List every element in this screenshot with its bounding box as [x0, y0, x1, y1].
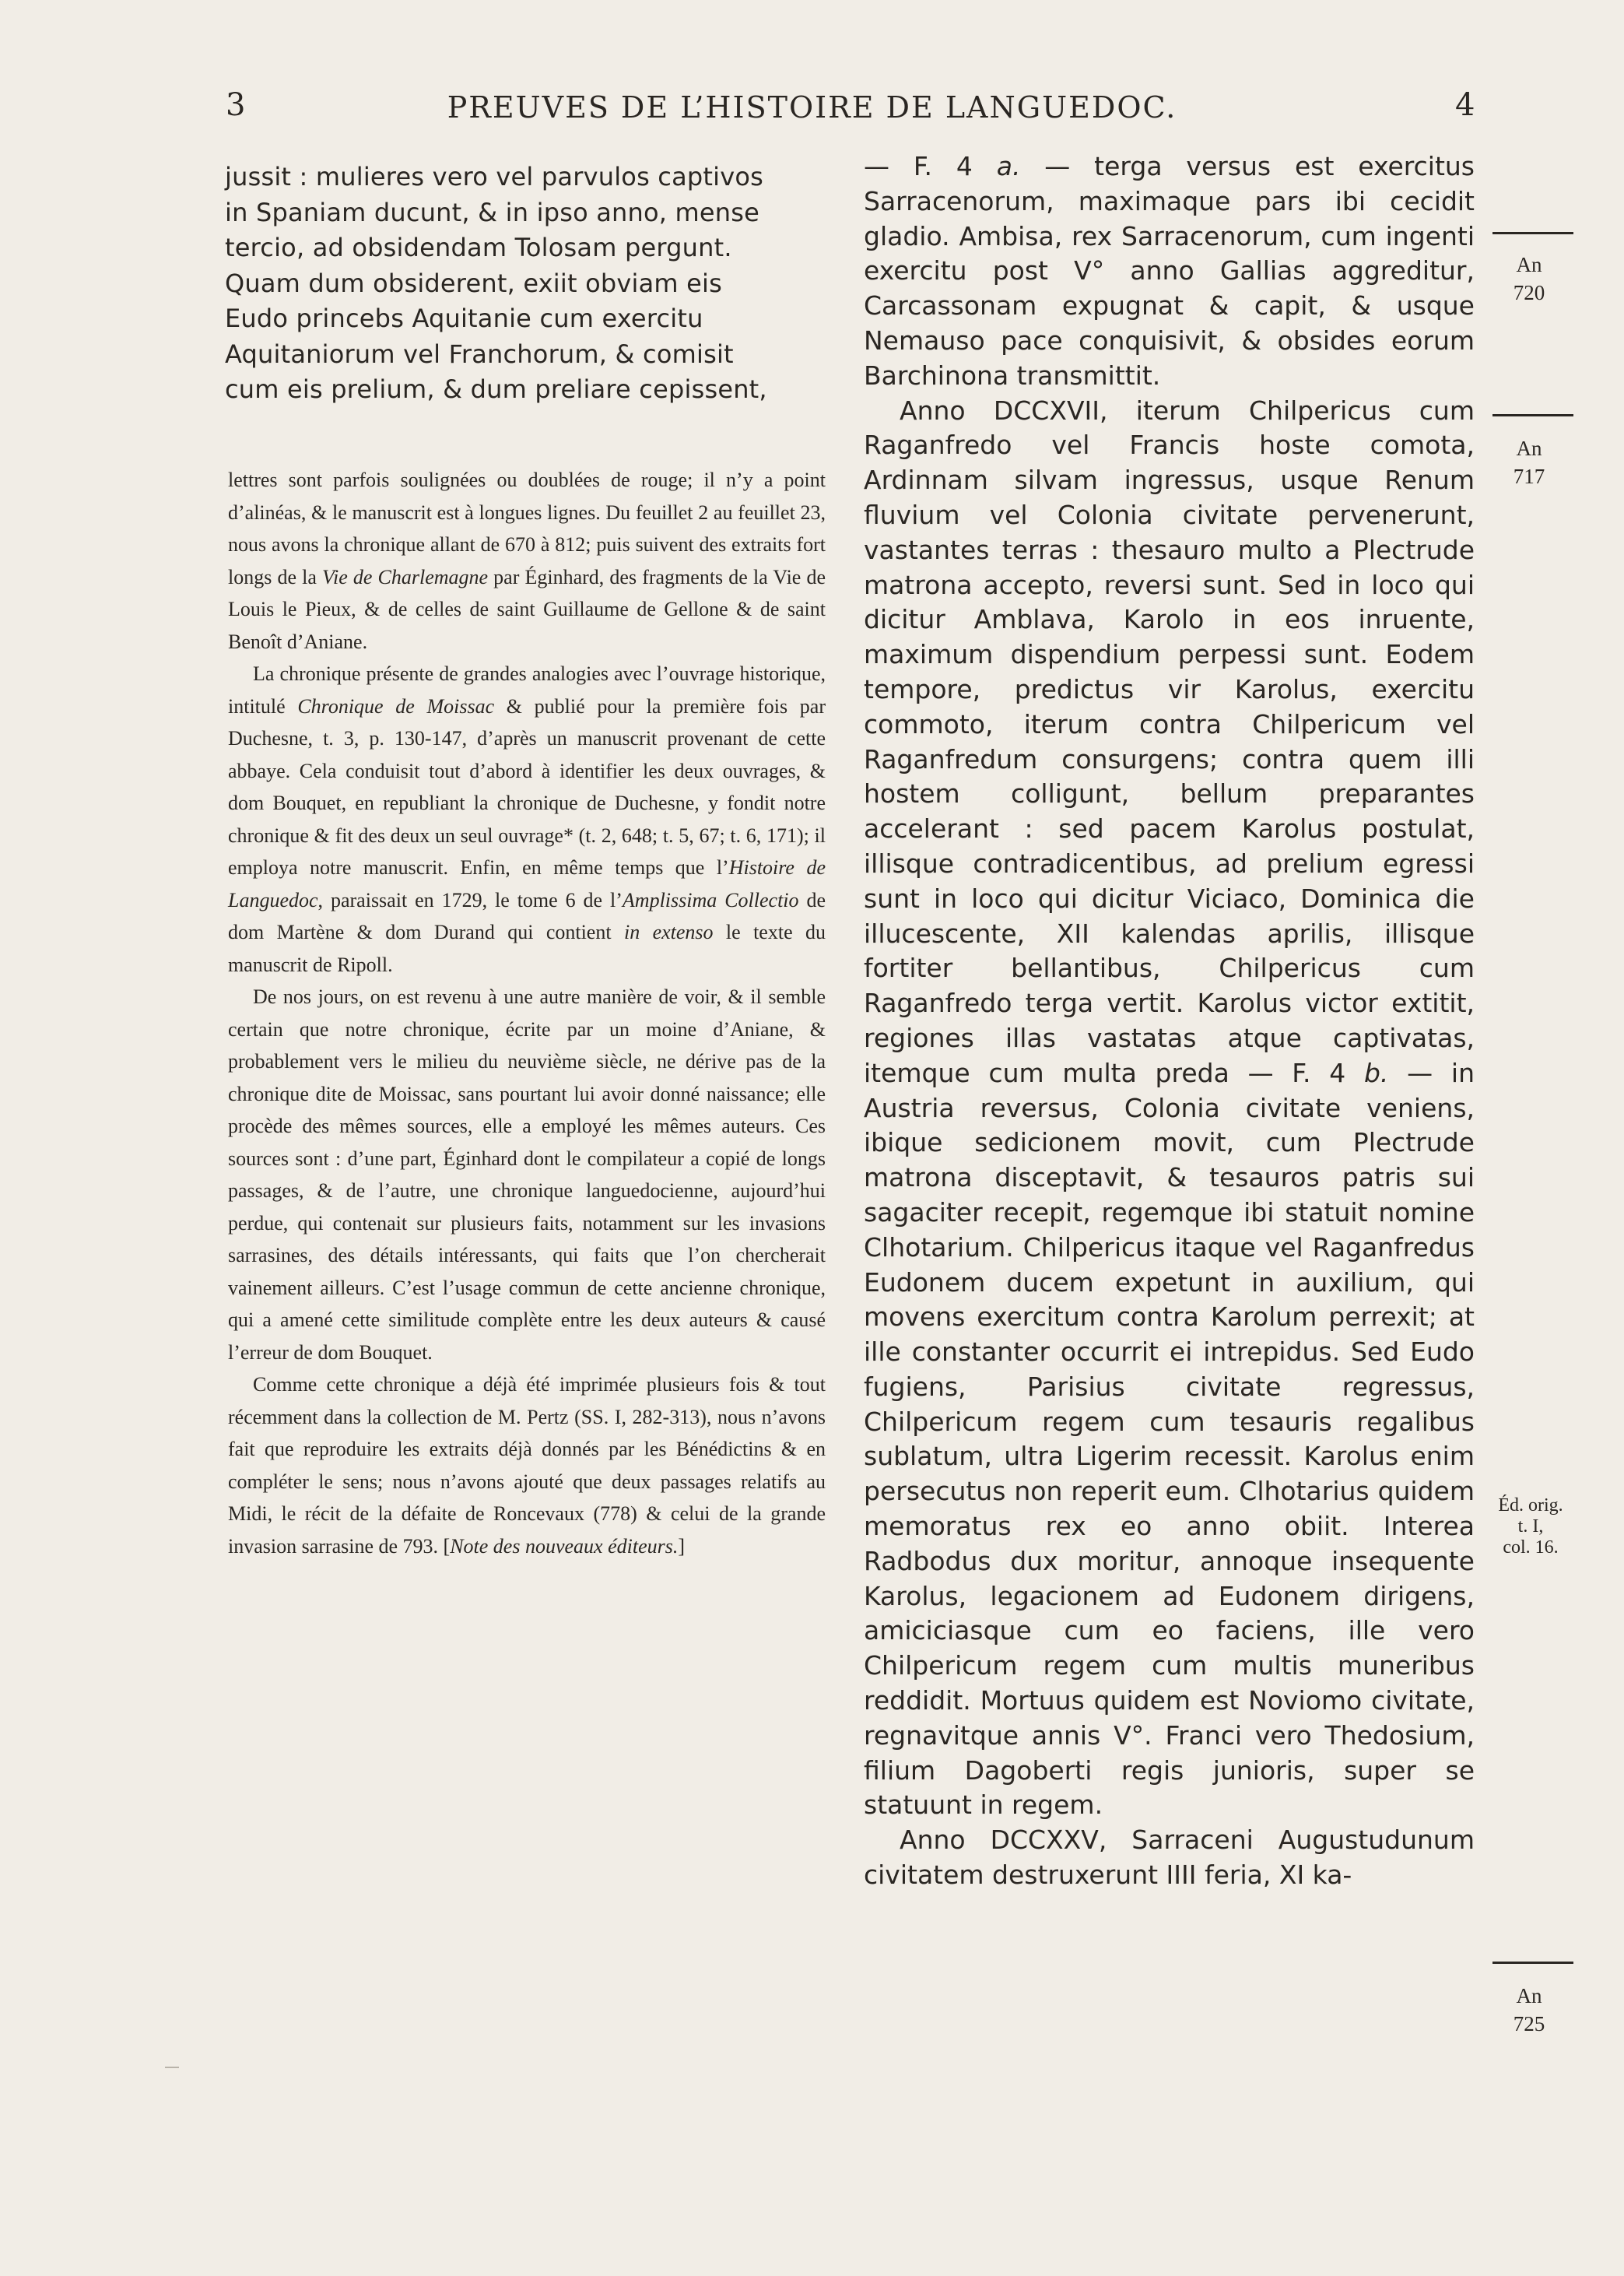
- left-page-number: 3: [226, 87, 247, 123]
- text-line: jussit : mulieres vero vel parvulos captivos: [225, 162, 764, 191]
- note-paragraph: La chronique présente de grandes analogies avec l’ouvrage historique, intitulé Chronique de Moissac & publié pour la première fois par Duchesne, t. 3, p. 130-147, d’après un manuscrit provenant de cette abbaye. Cela conduisit tout d’abord à identifier les deux ouvrages, & dom Bouquet, en republiant la chronique de Duchesne, y fondit notre chronique & fit des deux un seul ouvrage* (t. 2, 648; t. 5, 67; t. 6, 171); il employa notre manuscrit. Enfin, en même temps que l’Histoire de Languedoc, paraissait en 1729, le tome 6 de l’Amplissima Collectio de dom Martène & dom Durand qui contient in extenso le texte du manuscrit de Ripoll.: [228, 662, 826, 976]
- text-line: Quam dum obsiderent, exiit obviam eis: [225, 268, 723, 298]
- text-line: Aquitaniorum vel Franchorum, & comisit: [225, 339, 734, 369]
- margin-rule: [1492, 414, 1573, 416]
- note-paragraph: De nos jours, on est revenu à une autre manière de voir, & il semble certain que notre chronique, écrite par un moine d’Aniane, & probablement vers le milieu du neuvième siècle, ne dérive pas de la chronique dite de Moissac, sans pourtant lui avoir donné naissance; elle procède des mêmes sources, elle a employé les mêmes auteurs. Ces sources sont : d’une part, Éginhard dont le compilateur a copié de longs passages, & de l’autre, une chronique languedocienne, aujourd’hui perdue, qui contenait sur plusieurs faits, notamment sur les invasions sarrasines, des détails intéressants, qui faits que l’on chercherait vainement ailleurs. C’est l’usage commun de cette ancienne chronique, qui a amené cette similitude complète entre les deux auteurs & causé l’erreur de dom Bouquet.: [228, 985, 826, 1364]
- right-page-number: 4: [1455, 87, 1476, 123]
- text-paragraph: Anno DCCXVII, iterum Chilpericus cum Raganfredo vel Francis hoste comota, Ardinnam silvam ingressus, usque Renum fluvium vel Colonia civitate pervenerunt, vastantes terras : thesauro multo a Plectrude matrona accepto, reversi sunt. Sed in loco qui dicitur Amblava, Karolo in eos inruente, maximum dispendium perpessi sunt. Eodem tempore, predictus vir Karolus, exercitu commoto, iterum contra Chilpericum vel Raganfredum consurgens; contra quem illi hostem colligunt, bellum preparantes accelerant : sed pacem Karolus postulat, illisque contradicentibus, ad prelium egressi sunt in loco qui dicitur Viciaco, Dominica die illucescente, XII kalendas aprilis, illisque fortiter bellantibus, Chilpericus cum Raganfredo terga vertit. Karolus victor extitit, regiones illas vastatas atque captivatas, itemque cum multa preda — F. 4 b. — in Austria reversus, Colonia civitate veniens, ibique sedicionem movit, cum Plectrude matrona disceptavit, & tesauros patris sui sagaciter recepit, regemque ibi statuit nomine Clhotarium. Chilpericus itaque vel Raganfredus Eudonem ducem expetunt in auxilium, qui movens exercitum contra Karolum perrexit; at ille constanter occurrit ei intrepidus. Sed Eudo fugiens, Parisius civitate regressus, Chilpericum regem cum tesauris regalibus sublatum, ultra Ligerim recessit. Karolus enim persecutus non reperit eum. Clhotarius quidem memoratus rex eo anno obiit. Interea Radbodus dux moritur, annoque insequente Karolus, legacionem ad Eudonem dirigens, amiciciasque cum eo faciens, ille vero Chilpericum regem cum multis muneribus reddidit. Mortuus quidem est Noviomo civitate, regnavitque annis V°. Franci vero Thedosium, filium Dagoberti regis junioris, super se statuunt in regem.: [864, 395, 1475, 1821]
- editors-note: [228, 464, 826, 1562]
- running-header: [0, 87, 1624, 134]
- text-line: Eudo princebs Aquitanie cum exercitu: [225, 304, 703, 333]
- text-line: tercio, ad obsidendam Tolosam pergunt.: [225, 233, 732, 262]
- text-line: in Spaniam ducunt, & in ipso anno, mense: [225, 197, 760, 227]
- note-paragraph: Comme cette chronique a déjà été imprimée plusieurs fois & tout récemment dans la collection de M. Pertz (SS. I, 282-313), nous n’avons fait que reproduire les extraits déjà donnés par les Bénédictins & en compléter le sens; nous n’avons ajouté que deux passages relatifs au Midi, le récit de la défaite de Roncevaux (778) & celui de la grande invasion sarrasine de 793. [Note des nouveaux éditeurs.]: [228, 1373, 826, 1558]
- running-title: PREUVES DE L’HISTOIRE DE LANGUEDOC.: [447, 90, 1177, 125]
- text-line: cum eis prelium, & dum preliare cepissent,: [225, 374, 767, 404]
- note-paragraph: lettres sont parfois soulignées ou doublées de rouge; il n’y a point d’alinéas, & le manuscrit est à longues lignes. Du feuillet 2 au feuillet 23, nous avons la chronique allant de 670 à 812; puis suivent des extraits fort longs de la Vie de Charlemagne par Éginhard, des fragments de la Vie de Louis le Pieux, & de celles de saint Guillaume de Gellone & de saint Benoît d’Aniane.: [228, 469, 826, 653]
- left-column-main-text: [225, 160, 824, 408]
- margin-rule: [1492, 1962, 1573, 1964]
- margin-year-note: An 720: [1513, 253, 1545, 304]
- original-edition-reference: Éd. orig. t. I, col. 16.: [1498, 1495, 1563, 1558]
- margin-year-note: An 717: [1513, 437, 1545, 488]
- margin-rule: [1492, 232, 1573, 234]
- margin-year-note: An 725: [1513, 1984, 1545, 2035]
- page-mark: [165, 2067, 179, 2068]
- right-column-text: [864, 149, 1475, 1893]
- text-paragraph: — F. 4 a. — terga versus est exercitus Sarracenorum, maximaque pars ibi cecidit gladio. Ambisa, rex Sarracenorum, cum ingenti exercitu post V° anno Gallias aggreditur, Carcassonam expugnat & capit, & usque Nemauso pace conquisivit, & obsides eorum Barchinona transmittit.: [864, 151, 1475, 391]
- text-paragraph: Anno DCCXXV, Sarraceni Augustudunum civitatem destruxerunt IIII feria, XI ka-: [864, 1825, 1475, 1891]
